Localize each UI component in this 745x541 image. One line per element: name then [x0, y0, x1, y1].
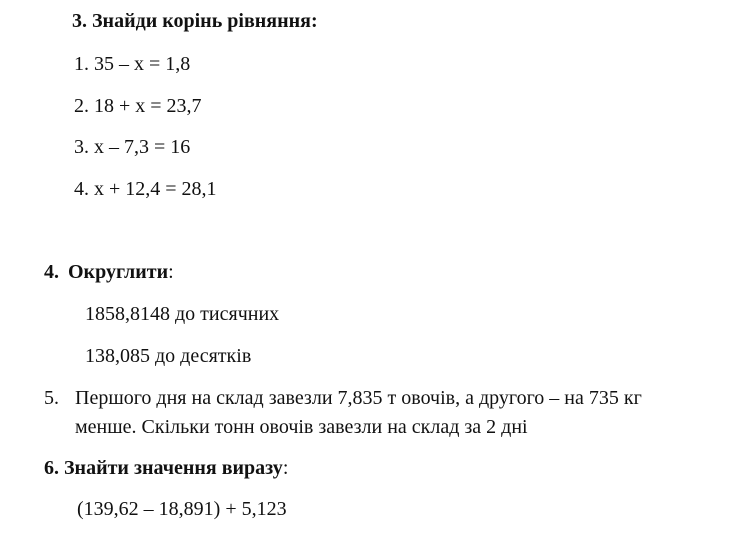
task6-heading [44, 456, 288, 480]
task5-line-2: менше. Скільки тонн овочів завезли на склад за 2 дні [75, 416, 528, 438]
equation-3: 3. x – 7,3 = 16 [74, 136, 191, 158]
round-item-1: 1858,8148 до тисячних [85, 303, 280, 325]
task6-title: 6. Знайти значення виразу [44, 457, 283, 479]
task5-number: 5. [44, 387, 59, 409]
task4-colon: : [168, 261, 174, 283]
equation-1: 1. 35 – x = 1,8 [74, 53, 191, 75]
task3-heading: 3. Знайди корінь рівняння: [72, 10, 318, 32]
task4-number: 4. [44, 261, 59, 283]
task4-title: Округлити [68, 261, 169, 283]
task6-colon: : [282, 457, 289, 479]
task4-heading [44, 260, 174, 284]
equation-2: 2. 18 + x = 23,7 [74, 95, 202, 117]
round-item-2: 138,085 до десятків [85, 345, 252, 367]
task5-line-1: Першого дня на склад завезли 7,835 т овочів, а другого – на 735 кг [75, 387, 642, 409]
equation-4: 4. x + 12,4 = 28,1 [74, 178, 217, 200]
expression: (139,62 – 18,891) + 5,123 [77, 498, 287, 520]
